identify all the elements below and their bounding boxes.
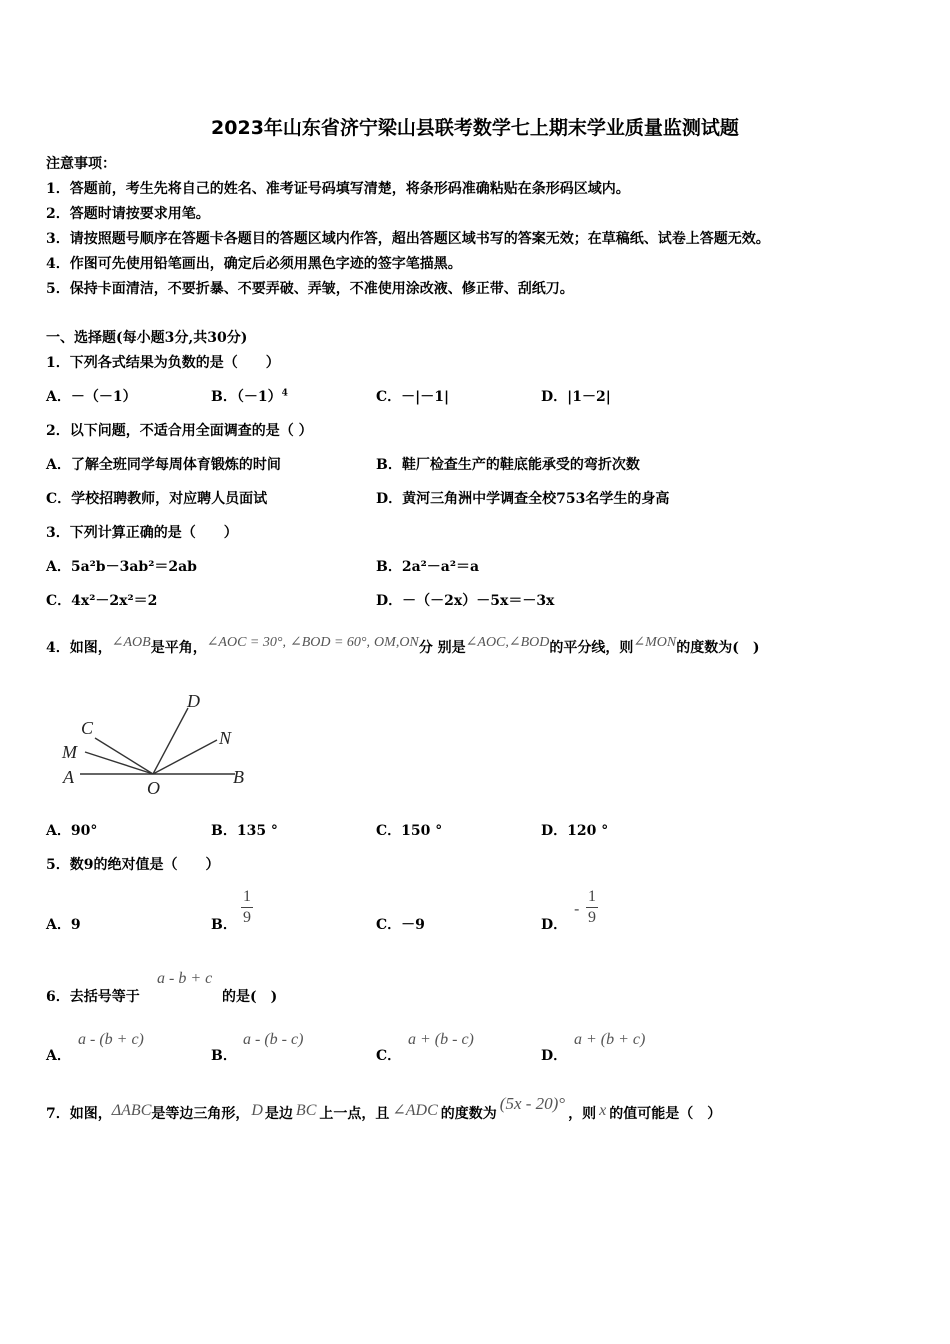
label-d: D — [187, 691, 200, 711]
q2-option-d: D．黄河三角洲中学调查全校753名学生的身高 — [376, 491, 670, 507]
q5-option-b: B． — [211, 917, 237, 933]
q6-expression: a - b + c — [157, 970, 213, 987]
q5-minus-d: - — [574, 899, 580, 918]
q6-option-a-label: A． — [46, 1048, 71, 1064]
label-o: O — [147, 778, 160, 798]
q5-option-a: A．9 — [46, 917, 81, 933]
q3-option-d: D．－（－2x）－5x＝－3x — [376, 593, 555, 609]
q4-option-d: D．120 ° — [541, 823, 609, 839]
label-m: M — [62, 742, 77, 762]
q6-option-c: a + (b - c) — [408, 1031, 474, 1048]
q4-option-a: A．90° — [46, 823, 98, 839]
notice-item: 3．请按照题号顺序在答题卡各题目的答题区域内作答，超出答题区域书写的答案无效；在草稿纸、试卷上答题无效。 — [46, 231, 770, 247]
q3-stem: 3．下列计算正确的是（ ） — [46, 525, 238, 541]
q6-stem-suffix: 的是( ) — [222, 989, 278, 1005]
q1-option-c: C．－|－1| — [376, 389, 450, 405]
q2-option-a: A．了解全班同学每周体育锻炼的时间 — [46, 457, 281, 473]
angle-figure — [55, 688, 255, 800]
q2-option-c: C．学校招聘教师，对应聘人员面试 — [46, 491, 268, 507]
q4-option-c: C．150 ° — [376, 823, 443, 839]
notice-item: 5．保持卡面清洁，不要折暴、不要弄破、弄皱，不准使用涂改液、修正带、刮纸刀。 — [46, 281, 574, 297]
q5-fraction-d: $\frac{1}{9}$ — [588, 888, 596, 926]
label-n: N — [219, 728, 232, 748]
q5-option-d: D． — [541, 917, 568, 933]
q3-option-c: C．4x²－2x²＝2 — [46, 593, 158, 609]
notice-item: 2．答题时请按要求用笔。 — [46, 206, 210, 222]
label-a: A — [63, 767, 74, 787]
notice-item: 4．作图可先使用铅笔画出，确定后必须用黑色字迹的签字笔描黑。 — [46, 256, 462, 272]
section-heading: 一、选择题(每小题3分,共30分) — [46, 330, 248, 346]
q4-stem: 4．如图，∠AOB是平角，∠AOC = 30°, ∠BOD = 60°, OM,ON分 别是∠AOC,∠BOD的平分线，则∠MON的度数为( ) — [46, 635, 760, 656]
q5-stem: 5．数9的绝对值是（ ） — [46, 857, 220, 873]
notice-heading: 注意事项： — [46, 156, 116, 172]
q5-fraction-b: $\frac{1}{9}$ — [243, 888, 251, 926]
label-c: C — [81, 718, 94, 738]
q6-option-b: a - (b - c) — [243, 1031, 304, 1048]
q6-option-a: a - (b + c) — [78, 1031, 144, 1048]
q5-option-c: C．－9 — [376, 917, 425, 933]
q1-option-d: D．|1－2| — [541, 389, 611, 405]
notice-item: 1．答题前，考生先将自己的姓名、准考证号码填写清楚，将条形码准确粘贴在条形码区域内。 — [46, 181, 630, 197]
q6-stem-prefix: 6．去括号等于 — [46, 989, 140, 1005]
page-title: 2023年山东省济宁梁山县联考数学七上期末学业质量监测试题 — [211, 117, 739, 139]
q3-option-b: B．2a²－a²＝a — [376, 559, 480, 575]
q3-option-a: A．5a²b－3ab²＝2ab — [46, 559, 197, 575]
q4-option-b: B．135 ° — [211, 823, 278, 839]
q1-option-a: A．－（－1） — [46, 389, 137, 405]
q6-option-d-label: D． — [541, 1048, 568, 1064]
q6-option-d: a + (b + c) — [574, 1031, 646, 1048]
q2-option-b: B．鞋厂检查生产的鞋底能承受的弯折次数 — [376, 457, 640, 473]
q1-option-b: B．$(-1)^4$ — [211, 388, 288, 405]
ray-om — [85, 752, 153, 774]
q2-stem: 2．以下问题，不适合用全面调查的是（ ） — [46, 423, 313, 439]
q6-option-c-label: C． — [376, 1048, 402, 1064]
ray-oc — [95, 738, 153, 774]
q6-option-b-label: B． — [211, 1048, 237, 1064]
label-b: B — [233, 767, 244, 787]
q1-stem: 1．下列各式结果为负数的是（ ） — [46, 355, 280, 371]
q7-stem: 7．如图，ΔABC是等边三角形， D 是边 BC 上一点，且 ∠ADC 的度数为(5x - 20)°，则 x 的值可能是（ ） — [46, 1094, 722, 1122]
